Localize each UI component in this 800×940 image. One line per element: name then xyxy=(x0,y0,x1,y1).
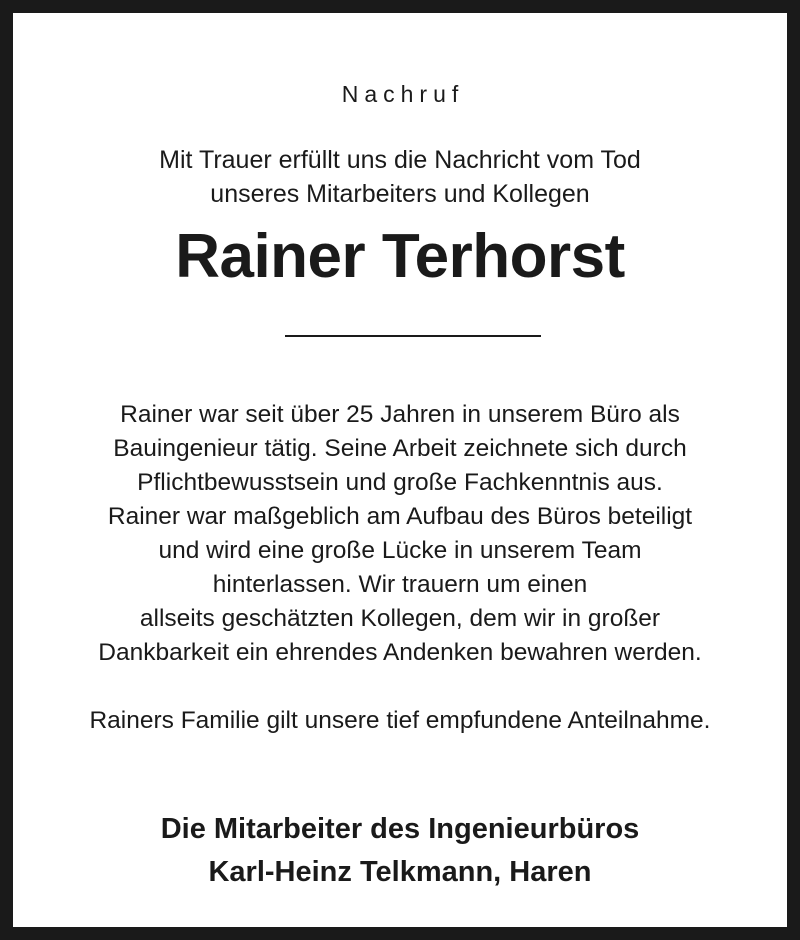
notice-heading: Nachruf xyxy=(341,81,465,107)
body-line-5: und wird eine große Lücke in unserem Team xyxy=(158,537,642,564)
intro-line-1: Mit Trauer erfüllt uns die Nachricht vom Tod xyxy=(159,146,641,174)
body-line-3: Pflichtbewusstsein und große Fachkenntnis aus. xyxy=(137,469,663,496)
body-line-8: Dankbarkeit ein ehrendes Andenken bewahren werden. xyxy=(98,639,702,666)
body-line-4: Rainer war maßgeblich am Aufbau des Büros beteiligt xyxy=(107,503,693,530)
intro-line-2: unseres Mitarbeiters und Kollegen xyxy=(210,180,590,208)
body-line-1: Rainer war seit über 25 Jahren in unserem Büro als xyxy=(120,401,680,428)
deceased-name: Rainer Terhorst xyxy=(175,222,625,291)
body-line-7: allseits geschätzten Kollegen, dem wir in großer xyxy=(139,605,661,632)
signature-line-1: Die Mitarbeiter des Ingenieurbüros xyxy=(160,813,640,845)
signature-line-2: Karl-Heinz Telkmann, Haren xyxy=(208,856,592,888)
body-line-2: Bauingenieur tätig. Seine Arbeit zeichnete sich durch xyxy=(113,435,687,462)
condolence-line: Rainers Familie gilt unsere tief empfundene Anteilnahme. xyxy=(89,707,711,734)
divider-rule xyxy=(285,335,541,337)
body-line-6: hinterlassen. Wir trauern um einen xyxy=(212,571,588,598)
